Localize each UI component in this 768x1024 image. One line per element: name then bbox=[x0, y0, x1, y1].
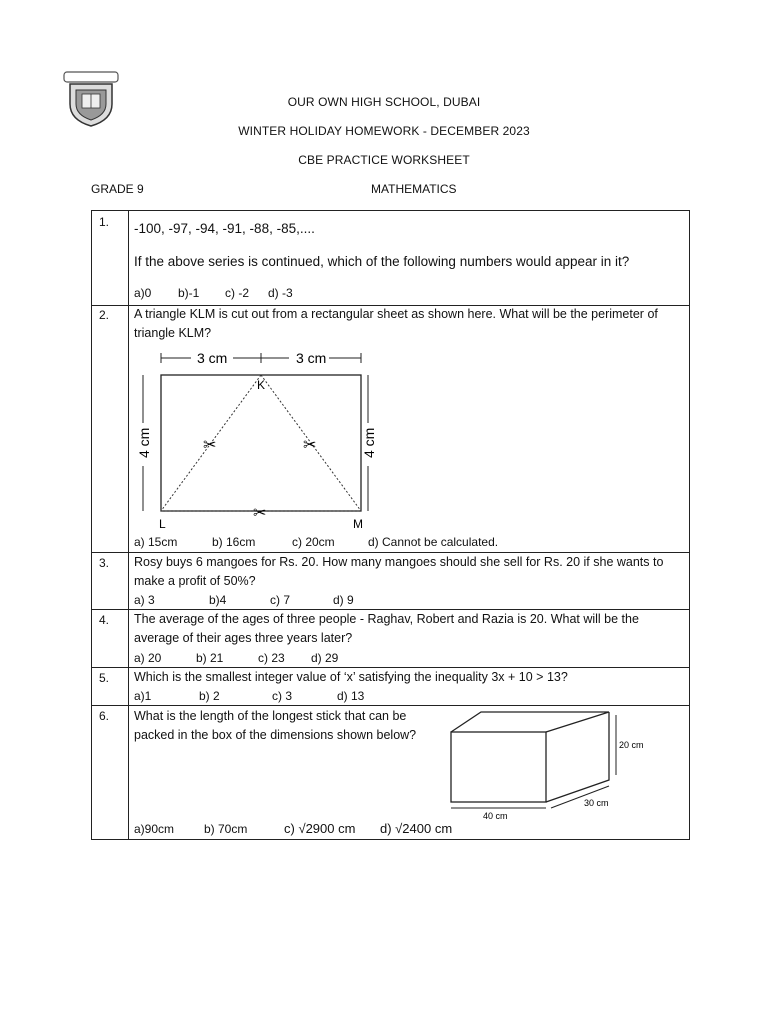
option-c: c) 7 bbox=[270, 593, 291, 607]
question-number: 2. bbox=[99, 308, 110, 322]
scissors-icon: ✂ bbox=[203, 437, 217, 454]
option-c: c) 3 bbox=[272, 689, 293, 703]
top-left-dimension: 3 cm bbox=[197, 350, 228, 366]
option-b: b) 2 bbox=[199, 689, 220, 703]
option-b: b)4 bbox=[209, 593, 227, 607]
option-d: d) 13 bbox=[337, 689, 365, 703]
homework-title: WINTER HOLIDAY HOMEWORK - DECEMBER 2023 bbox=[238, 124, 530, 138]
option-c: c) -2 bbox=[225, 286, 249, 300]
option-a: a)1 bbox=[134, 689, 152, 703]
box-height: 20 cm bbox=[619, 740, 644, 750]
option-d: d) Cannot be calculated. bbox=[368, 535, 499, 549]
question-table bbox=[91, 210, 689, 839]
box-width: 40 cm bbox=[483, 811, 508, 821]
question-number: 1. bbox=[99, 215, 110, 229]
top-right-dimension: 3 cm bbox=[296, 350, 327, 366]
school-name: OUR OWN HIGH SCHOOL, DUBAI bbox=[287, 95, 481, 109]
option-c: c) 20cm bbox=[292, 535, 335, 549]
question-number: 4. bbox=[99, 613, 110, 627]
option-b: b)-1 bbox=[178, 286, 200, 300]
question-number: 3. bbox=[99, 556, 110, 570]
right-dimension: 4 cm bbox=[361, 427, 377, 458]
scissors-icon: ✂ bbox=[253, 505, 267, 522]
option-c: c) √2900 cm bbox=[284, 821, 356, 836]
box-depth: 30 cm bbox=[584, 798, 609, 808]
question-4-text: The average of the ages of three people - Raghav, Robert and Razia is 20. What will be the average of their ages three years later? bbox=[134, 612, 639, 645]
question-5-text: Which is the smallest integer value of ‘x’ satisfying the inequality 3x + 10 > 13? bbox=[134, 670, 568, 684]
option-d: d) -3 bbox=[268, 286, 293, 300]
option-a: a)90cm bbox=[134, 822, 175, 836]
option-a: a) 3 bbox=[134, 593, 155, 607]
box-figure bbox=[441, 700, 644, 821]
subject-label: MATHEMATICS bbox=[371, 182, 457, 196]
option-b: b) 16cm bbox=[212, 535, 256, 549]
option-d: d) √2400 cm bbox=[380, 821, 453, 836]
option-a: a)0 bbox=[134, 286, 152, 300]
option-d: d) 29 bbox=[311, 651, 339, 665]
vertex-k: K bbox=[257, 378, 266, 392]
question-3-text: Rosy buys 6 mangoes for Rs. 20. How many mangoes should she sell for Rs. 20 if she wants to make a profit of 50%? bbox=[134, 555, 664, 588]
left-dimension: 4 cm bbox=[136, 427, 152, 458]
option-a: a) 15cm bbox=[134, 535, 178, 549]
option-a: a) 20 bbox=[134, 651, 162, 665]
question-number: 6. bbox=[99, 709, 110, 723]
grade-label: GRADE 9 bbox=[91, 182, 144, 196]
worksheet-title: CBE PRACTICE WORKSHEET bbox=[298, 153, 470, 167]
triangle-figure bbox=[131, 348, 377, 533]
question-6-text: What is the length of the longest stick that can be packed in the box of the dimensions shown below? bbox=[134, 709, 417, 742]
question-2-text: A triangle KLM is cut out from a rectangular sheet as shown here. What will be the perimeter of triangle KLM? bbox=[134, 307, 658, 340]
question-number: 5. bbox=[99, 671, 110, 685]
vertex-l: L bbox=[159, 517, 166, 531]
question-1-series: -100, -97, -94, -91, -88, -85,.... bbox=[134, 221, 315, 236]
option-c: c) 23 bbox=[258, 651, 285, 665]
option-b: b) 21 bbox=[196, 651, 224, 665]
vertex-m: M bbox=[353, 517, 363, 531]
option-b: b) 70cm bbox=[204, 822, 248, 836]
option-d: d) 9 bbox=[333, 593, 354, 607]
question-1-text: If the above series is continued, which of the following numbers would appear in it? bbox=[134, 254, 630, 269]
scissors-icon: ✂ bbox=[303, 437, 317, 454]
